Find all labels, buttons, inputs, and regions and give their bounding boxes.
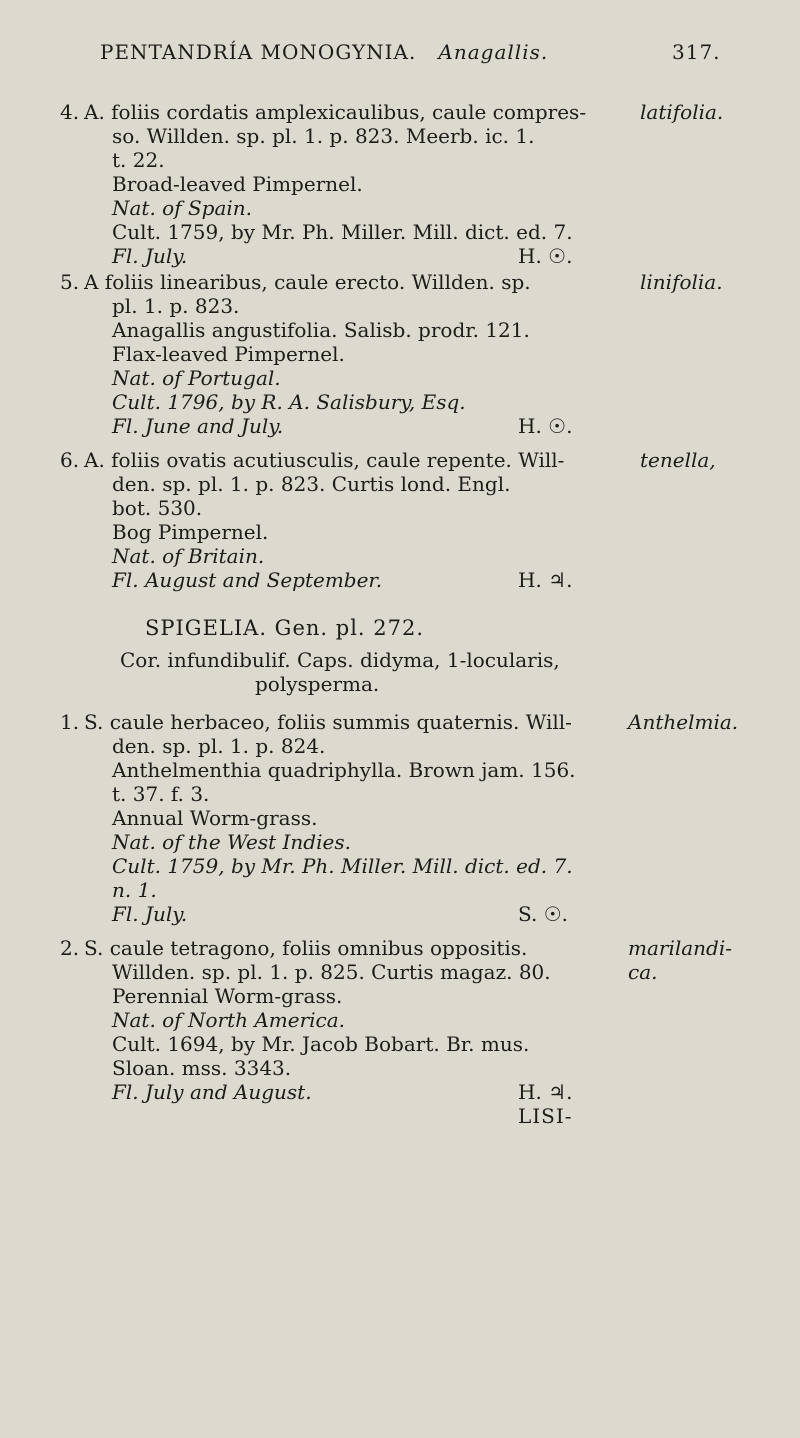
entry-line: Cult. 1759, by Mr. Ph. Miller. Mill. dict. ed. 7. — [112, 854, 573, 878]
entry-line: Anthelmenthia quadriphylla. Brown jam. 156. — [112, 758, 576, 782]
entry-line: Nat. of the West Indies. — [112, 830, 351, 854]
species-epithet: marilandi- — [628, 936, 733, 960]
species-number: 5. — [60, 270, 80, 294]
catchword: LISI- — [518, 1104, 573, 1128]
entry-line: A. foliis ovatis acutiusculis, caule repente. Will- — [84, 448, 565, 472]
entry-line: A foliis linearibus, caule erecto. Willden. sp. — [84, 270, 531, 294]
entry-line: Flax-leaved Pimpernel. — [112, 342, 345, 366]
header-genus: Anagallis. — [438, 40, 549, 64]
entry-line: Bog Pimpernel. — [112, 520, 269, 544]
entry-line: Anagallis angustifolia. Salisb. prodr. 121. — [112, 318, 530, 342]
entry-line: pl. 1. p. 823. — [112, 294, 240, 318]
species-epithet: tenella, — [640, 448, 716, 472]
entry-line: Cult. 1694, by Mr. Jacob Bobart. Br. mus. — [112, 1032, 530, 1056]
species-epithet-continued: ca. — [628, 960, 658, 984]
entry-line: A. foliis cordatis amplexicaulibus, caule compres- — [84, 100, 587, 124]
entry-line: Fl. July and August. — [112, 1080, 312, 1104]
entry-line: S. caule tetragono, foliis omnibus oppositis. — [84, 936, 528, 960]
entry-line: Fl. July. — [112, 902, 188, 926]
hardiness-symbol: H. ☉. — [518, 414, 573, 438]
entry-line: Cult. 1759, by Mr. Ph. Miller. Mill. dict. ed. 7. — [112, 220, 573, 244]
running-title: PENTANDRÍA MONOGYNIA. Anagallis. — [100, 40, 549, 64]
species-number: 4. — [60, 100, 80, 124]
species-number: 1. — [60, 710, 80, 734]
genus-character: polysperma. — [255, 672, 380, 696]
entry-line: Fl. July. — [112, 244, 188, 268]
hardiness-symbol: S. ☉. — [518, 902, 568, 926]
page-number: 317. — [672, 40, 721, 64]
entry-line: Nat. of Britain. — [112, 544, 265, 568]
genus-title: SPIGELIA. Gen. pl. 272. — [145, 616, 425, 640]
species-number: 6. — [60, 448, 80, 472]
hardiness-symbol: H. ♃. — [518, 1080, 573, 1104]
hardiness-symbol: H. ☉. — [518, 244, 573, 268]
entry-line: Nat. of Portugal. — [112, 366, 281, 390]
entry-line: n. 1. — [112, 878, 157, 902]
entry-line: Nat. of North America. — [112, 1008, 346, 1032]
entry-line: Fl. June and July. — [112, 414, 284, 438]
entry-line: Broad-leaved Pimpernel. — [112, 172, 363, 196]
entry-line: den. sp. pl. 1. p. 824. — [112, 734, 326, 758]
entry-line: Cult. 1796, by R. A. Salisbury, Esq. — [112, 390, 466, 414]
entry-line: Fl. August and September. — [112, 568, 383, 592]
species-number: 2. — [60, 936, 80, 960]
entry-line: bot. 530. — [112, 496, 203, 520]
entry-line: Perennial Worm-grass. — [112, 984, 343, 1008]
entry-line: so. Willden. sp. pl. 1. p. 823. Meerb. ic. 1. — [112, 124, 535, 148]
entry-line: Sloan. mss. 3343. — [112, 1056, 292, 1080]
entry-line: S. caule herbaceo, foliis summis quaternis. Will- — [84, 710, 572, 734]
species-epithet: linifolia. — [640, 270, 723, 294]
hardiness-symbol: H. ♃. — [518, 568, 573, 592]
entry-line: den. sp. pl. 1. p. 823. Curtis lond. Engl. — [112, 472, 511, 496]
entry-line: Nat. of Spain. — [112, 196, 253, 220]
entry-line: Willden. sp. pl. 1. p. 825. Curtis magaz. 80. — [112, 960, 551, 984]
entry-line: t. 37. f. 3. — [112, 782, 210, 806]
species-epithet: latifolia. — [640, 100, 724, 124]
entry-line: t. 22. — [112, 148, 165, 172]
species-epithet: Anthelmia. — [628, 710, 739, 734]
entry-line: Annual Worm-grass. — [112, 806, 318, 830]
genus-character: Cor. infundibulif. Caps. didyma, 1-locularis, — [120, 648, 560, 672]
